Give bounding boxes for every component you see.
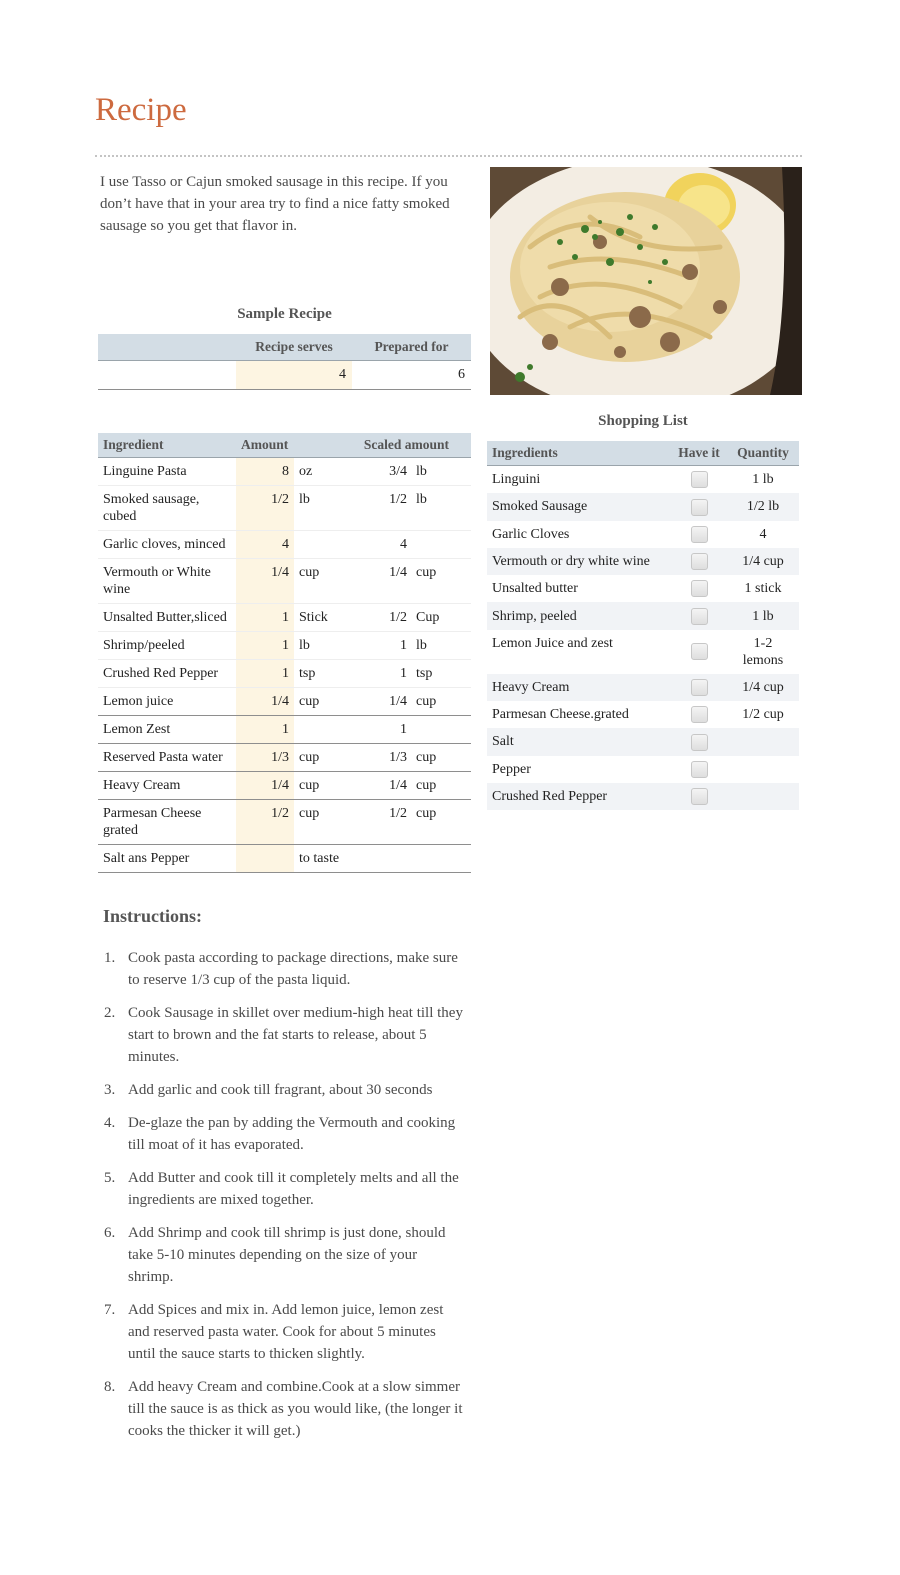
table-row	[98, 716, 471, 744]
have-it-checkbox[interactable]	[691, 499, 708, 516]
scaled-amount: 1/2	[357, 604, 411, 632]
have-it-checkbox[interactable]	[691, 643, 708, 660]
scaled-unit: cup	[411, 800, 471, 845]
scaled-amount: 3/4	[357, 458, 411, 486]
shopping-header-ingredients: Ingredients	[487, 441, 671, 466]
shopping-qty: 1-2 lemons	[742, 635, 784, 668]
scaled-unit: cup	[411, 772, 471, 800]
ingredient-name: Smoked sausage, cubed	[98, 486, 236, 531]
shopping-item: Vermouth or dry white wine	[487, 548, 671, 575]
list-item	[104, 1079, 464, 1101]
ingredient-unit	[294, 531, 357, 559]
ingredient-name: Heavy Cream	[98, 772, 236, 800]
list-item	[487, 493, 799, 520]
ingredient-amount: 1	[236, 604, 294, 632]
ingredient-amount: 1/4	[236, 688, 294, 716]
ingredient-unit: tsp	[294, 660, 357, 688]
ingredient-amount: 1	[236, 660, 294, 688]
list-item	[104, 1376, 464, 1442]
have-it-checkbox[interactable]	[691, 679, 708, 696]
ingredient-name: Lemon Zest	[98, 716, 236, 744]
ingredient-name: Crushed Red Pepper	[98, 660, 236, 688]
list-item	[487, 701, 799, 728]
step-number: 5.	[104, 1170, 116, 1186]
have-it-checkbox[interactable]	[691, 526, 708, 543]
table-row	[98, 688, 471, 716]
shopping-qty: 1/2 cup	[742, 707, 784, 723]
scaled-amount: 1/4	[357, 772, 411, 800]
table-row	[98, 800, 471, 845]
step-text: Add heavy Cream and combine.Cook at a slow simmer till the sauce is as thick as you would like, (the longer it cooks the thicker it will get.)	[128, 1379, 463, 1439]
shopping-item: Pepper	[492, 761, 531, 777]
scaled-amount: 1	[357, 632, 411, 660]
list-item	[104, 1222, 464, 1288]
list-item	[104, 1002, 464, 1068]
ingredients-table	[98, 433, 471, 873]
scaled-unit: cup	[411, 688, 471, 716]
step-text: Cook pasta according to package directions, make sure to reserve 1/3 cup of the pasta liquid.	[128, 950, 458, 988]
have-it-checkbox[interactable]	[691, 761, 708, 778]
ingredient-amount: 1/3	[236, 744, 294, 772]
shopping-qty	[727, 728, 799, 755]
ingredient-unit	[294, 716, 357, 744]
have-it-checkbox[interactable]	[691, 471, 708, 488]
table-row	[98, 604, 471, 632]
have-it-checkbox[interactable]	[691, 706, 708, 723]
list-item	[104, 1299, 464, 1365]
scaled-unit: cup	[411, 744, 471, 772]
list-item	[487, 466, 799, 494]
instructions-list	[104, 947, 464, 1453]
scaled-amount: 1/4	[357, 559, 411, 604]
table-row	[98, 531, 471, 559]
table-row	[98, 559, 471, 604]
sample-blank-cell	[98, 361, 236, 390]
ingredient-unit: lb	[294, 486, 357, 531]
scaled-unit: tsp	[411, 660, 471, 688]
sample-header-prepared: Prepared for	[352, 334, 471, 361]
scaled-amount: 4	[357, 531, 411, 559]
shopping-item: Smoked Sausage	[487, 493, 671, 520]
scaled-amount: 1/2	[357, 486, 411, 531]
ingredient-amount: 8	[236, 458, 294, 486]
table-row	[98, 744, 471, 772]
list-item	[487, 674, 799, 701]
list-item	[487, 756, 799, 783]
ingredient-name: Parmesan Cheese grated	[98, 800, 236, 845]
step-number: 4.	[104, 1115, 116, 1131]
table-row	[98, 632, 471, 660]
scaled-unit: lb	[411, 632, 471, 660]
shopping-qty: 1 lb	[727, 602, 799, 629]
shopping-qty: 1/2 lb	[727, 493, 799, 520]
ingredient-unit: lb	[294, 632, 357, 660]
step-text: De-glaze the pan by adding the Vermouth and cooking till moat of it has evaporated.	[128, 1115, 456, 1153]
ingredient-amount: 4	[236, 531, 294, 559]
ingredient-name: Unsalted Butter,sliced	[98, 604, 236, 632]
step-text: Add Shrimp and cook till shrimp is just done, should take 5-10 minutes depending on the size of your shrimp.	[128, 1225, 446, 1285]
ingredient-amount: 1/2	[236, 486, 294, 531]
scaled-amount: 1/3	[357, 744, 411, 772]
page-title: Recipe	[95, 92, 187, 128]
step-text: Add Butter and cook till it completely melts and all the ingredients are mixed together.	[128, 1170, 459, 1208]
table-row	[98, 772, 471, 800]
shopping-qty: 4	[759, 526, 767, 542]
shopping-list-caption: Shopping List	[598, 413, 688, 429]
list-item	[104, 1167, 464, 1211]
pasta-photo	[490, 167, 802, 395]
recipe-serves-value[interactable]: 4	[236, 361, 352, 390]
shopping-item: Heavy Cream	[487, 674, 671, 701]
ingredient-name: Garlic cloves, minced	[98, 531, 236, 559]
ingredient-unit: oz	[294, 458, 357, 486]
title-divider	[95, 155, 802, 157]
list-item	[487, 783, 799, 810]
list-item	[104, 947, 464, 991]
ingredient-unit: cup	[294, 744, 357, 772]
step-number: 1.	[104, 950, 116, 966]
ingredient-amount	[236, 845, 294, 873]
ingredient-amount: 1	[236, 716, 294, 744]
shopping-header-quantity: Quantity	[727, 441, 799, 466]
shopping-item: Crushed Red Pepper	[487, 783, 671, 810]
have-it-checkbox[interactable]	[691, 580, 708, 597]
step-number: 2.	[104, 1005, 116, 1021]
scaled-unit	[411, 716, 471, 744]
step-number: 8.	[104, 1379, 116, 1395]
ingredient-amount: 1/2	[236, 800, 294, 845]
have-it-checkbox[interactable]	[691, 788, 708, 805]
ingredient-unit: cup	[294, 800, 357, 845]
shopping-item: Garlic Cloves	[492, 526, 570, 542]
sample-recipe-table	[98, 334, 471, 390]
amount-header: Amount	[236, 433, 357, 458]
step-number: 3.	[104, 1082, 116, 1098]
sample-row	[98, 361, 471, 390]
ingredient-name: Reserved Pasta water	[98, 744, 236, 772]
list-item	[104, 1112, 464, 1156]
table-row	[98, 486, 471, 531]
ingredient-header: Ingredient	[98, 433, 236, 458]
step-number: 7.	[104, 1302, 116, 1318]
shopping-item: Salt	[487, 728, 671, 755]
step-number: 6.	[104, 1225, 116, 1241]
shopping-list-table	[487, 441, 799, 810]
list-item	[487, 602, 799, 629]
scaled-unit: Cup	[411, 604, 471, 632]
ingredient-unit: to taste	[294, 845, 471, 873]
instructions-heading: Instructions:	[103, 906, 203, 926]
pasta-photo-icon	[490, 167, 802, 395]
shopping-qty: 1/4 cup	[727, 674, 799, 701]
scaled-amount-header: Scaled amount	[357, 433, 471, 458]
table-row	[98, 458, 471, 486]
scaled-amount: 1/2	[357, 800, 411, 845]
sample-header-blank	[98, 334, 236, 361]
shopping-item: Parmesan Cheese.grated	[492, 707, 629, 723]
scaled-amount: 1	[357, 716, 411, 744]
scaled-amount: 1	[357, 660, 411, 688]
shopping-qty	[727, 783, 799, 810]
ingredient-amount: 1	[236, 632, 294, 660]
ingredient-name: Vermouth or White wine	[98, 559, 236, 604]
step-text: Cook Sausage in skillet over medium-high heat till they start to brown and the fat starts to release, about 5 minutes.	[128, 1005, 463, 1065]
ingredient-name: Shrimp/peeled	[98, 632, 236, 660]
list-item	[487, 575, 799, 602]
shopping-qty	[727, 756, 799, 783]
ingredient-unit: cup	[294, 772, 357, 800]
table-row	[98, 845, 471, 873]
ingredient-unit: Stick	[294, 604, 357, 632]
prepared-for-value[interactable]: 6	[352, 361, 471, 390]
list-item	[487, 728, 799, 755]
list-item	[487, 521, 799, 548]
scaled-amount: 1/4	[357, 688, 411, 716]
list-item	[487, 548, 799, 575]
shopping-qty: 1/4 cup	[727, 548, 799, 575]
shopping-qty: 1 stick	[744, 581, 782, 597]
shopping-item: Shrimp, peeled	[487, 602, 671, 629]
ingredient-name: Linguine Pasta	[98, 458, 236, 486]
step-text: Add garlic and cook till fragrant, about 30 seconds	[128, 1082, 433, 1098]
scaled-unit: lb	[411, 458, 471, 486]
intro-text: I use Tasso or Cajun smoked sausage in this recipe. If you don’t have that in your area try to find a nice fatty smoked sausage so you get that flavor in.	[100, 174, 450, 234]
shopping-item: Linguini	[492, 472, 541, 488]
ingredient-amount: 1/4	[236, 772, 294, 800]
ingredient-name: Salt ans Pepper	[98, 845, 236, 873]
sample-recipe-caption: Sample Recipe	[237, 306, 332, 322]
table-row	[98, 660, 471, 688]
ingredient-name: Lemon juice	[98, 688, 236, 716]
have-it-checkbox[interactable]	[691, 734, 708, 751]
sample-header-serves: Recipe serves	[236, 334, 352, 361]
shopping-header-have-it: Have it	[671, 441, 727, 466]
list-item	[487, 630, 799, 674]
shopping-item: Unsalted butter	[492, 581, 578, 597]
have-it-checkbox[interactable]	[691, 608, 708, 625]
have-it-checkbox[interactable]	[691, 553, 708, 570]
step-text: Add Spices and mix in. Add lemon juice, lemon zest and reserved pasta water. Cook for about 5 minutes until the sauce starts to thicken slightly.	[128, 1302, 444, 1362]
shopping-item: Lemon Juice and zest	[492, 635, 613, 651]
ingredient-unit: cup	[294, 688, 357, 716]
ingredient-unit: cup	[294, 559, 357, 604]
scaled-unit: lb	[411, 486, 471, 531]
scaled-unit	[411, 531, 471, 559]
shopping-qty: 1 lb	[752, 472, 774, 488]
ingredient-amount: 1/4	[236, 559, 294, 604]
scaled-unit: cup	[411, 559, 471, 604]
